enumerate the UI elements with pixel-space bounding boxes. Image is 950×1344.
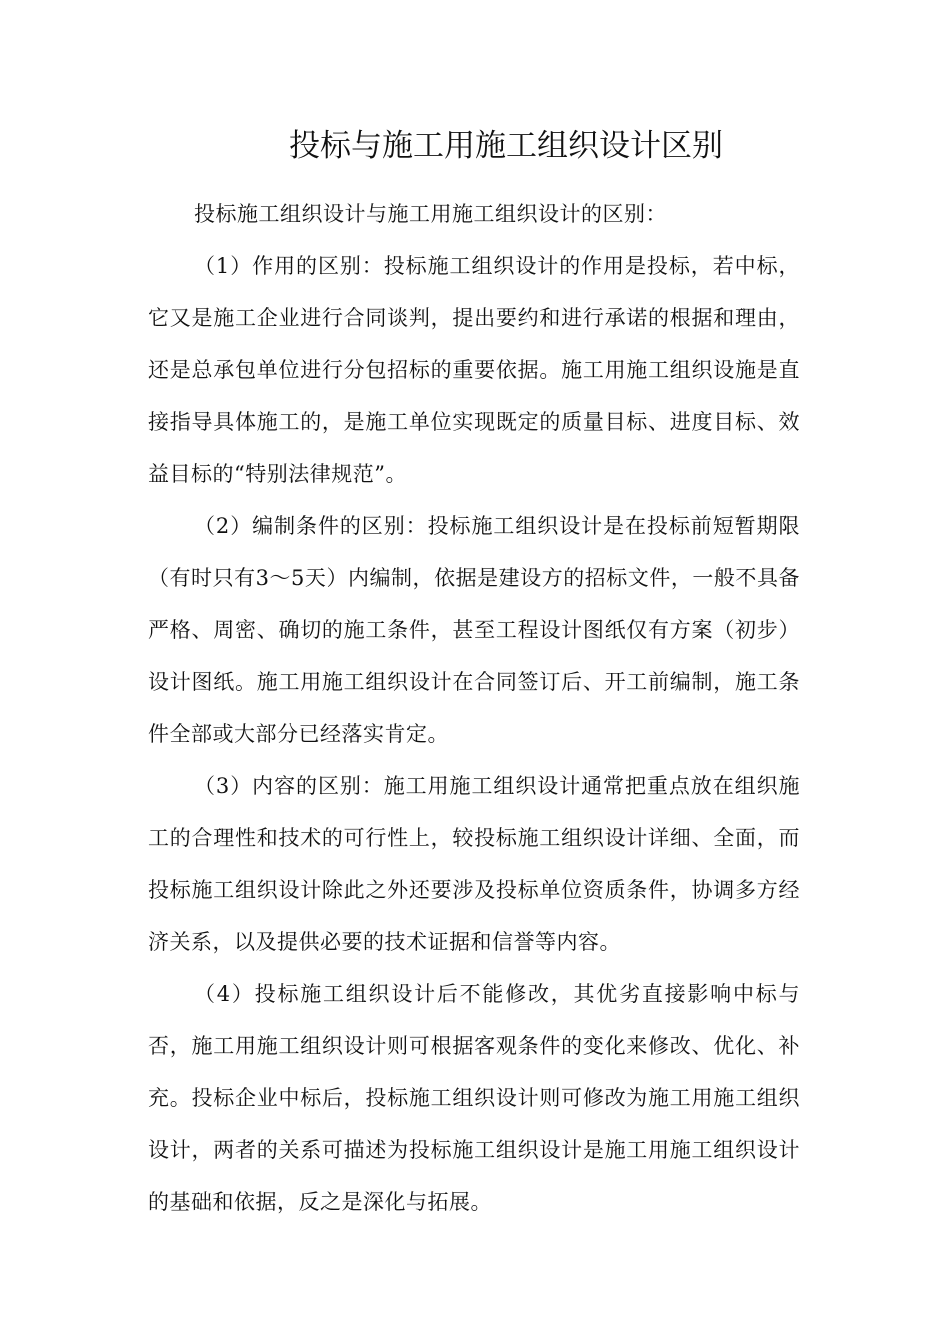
paragraph-modification-difference: （4）投标施工组织设计后不能修改，其优劣直接影响中标与否，施工用施工组织设计则可根据客观条件的变化来修改、优化、补充。投标企业中标后，投标施工组织设计则可修改为施工用施工组织设计，两者的关系可描述为投标施工组织设计是施工用施工组织设计的基础和依据，反之是深化与拓展。: [148, 982, 800, 1214]
document-title: 投标与施工用施工组织设计区别: [289, 128, 723, 164]
paragraph-role-difference: （1）作用的区别：投标施工组织设计的作用是投标，若中标，它又是施工企业进行合同谈判，提出要约和进行承诺的根据和理由，还是总承包单位进行分包招标的重要依据。施工用施工组织设施是直接指导具体施工的，是施工单位实现既定的质量目标、进度目标、效益目标的“特别法律规范”。: [148, 254, 800, 486]
paragraph-preparation-difference: （2）编制条件的区别：投标施工组织设计是在投标前短暂期限（有时只有3～5天）内编制，依据是建设方的招标文件，一般不具备严格、周密、确切的施工条件，甚至工程设计图纸仅有方案（初步）设计图纸。施工用施工组织设计在合同签订后、开工前编制，施工条件全部或大部分已经落实肯定。: [148, 514, 800, 746]
intro-paragraph: 投标施工组织设计与施工用施工组织设计的区别：: [194, 202, 667, 226]
paragraph-content-difference: （3）内容的区别：施工用施工组织设计通常把重点放在组织施工的合理性和技术的可行性上，较投标施工组织设计详细、全面，而投标施工组织设计除此之外还要涉及投标单位资质条件，协调多方经济关系，以及提供必要的技术证据和信誉等内容。: [148, 774, 800, 954]
document-body: [148, 188, 800, 1228]
